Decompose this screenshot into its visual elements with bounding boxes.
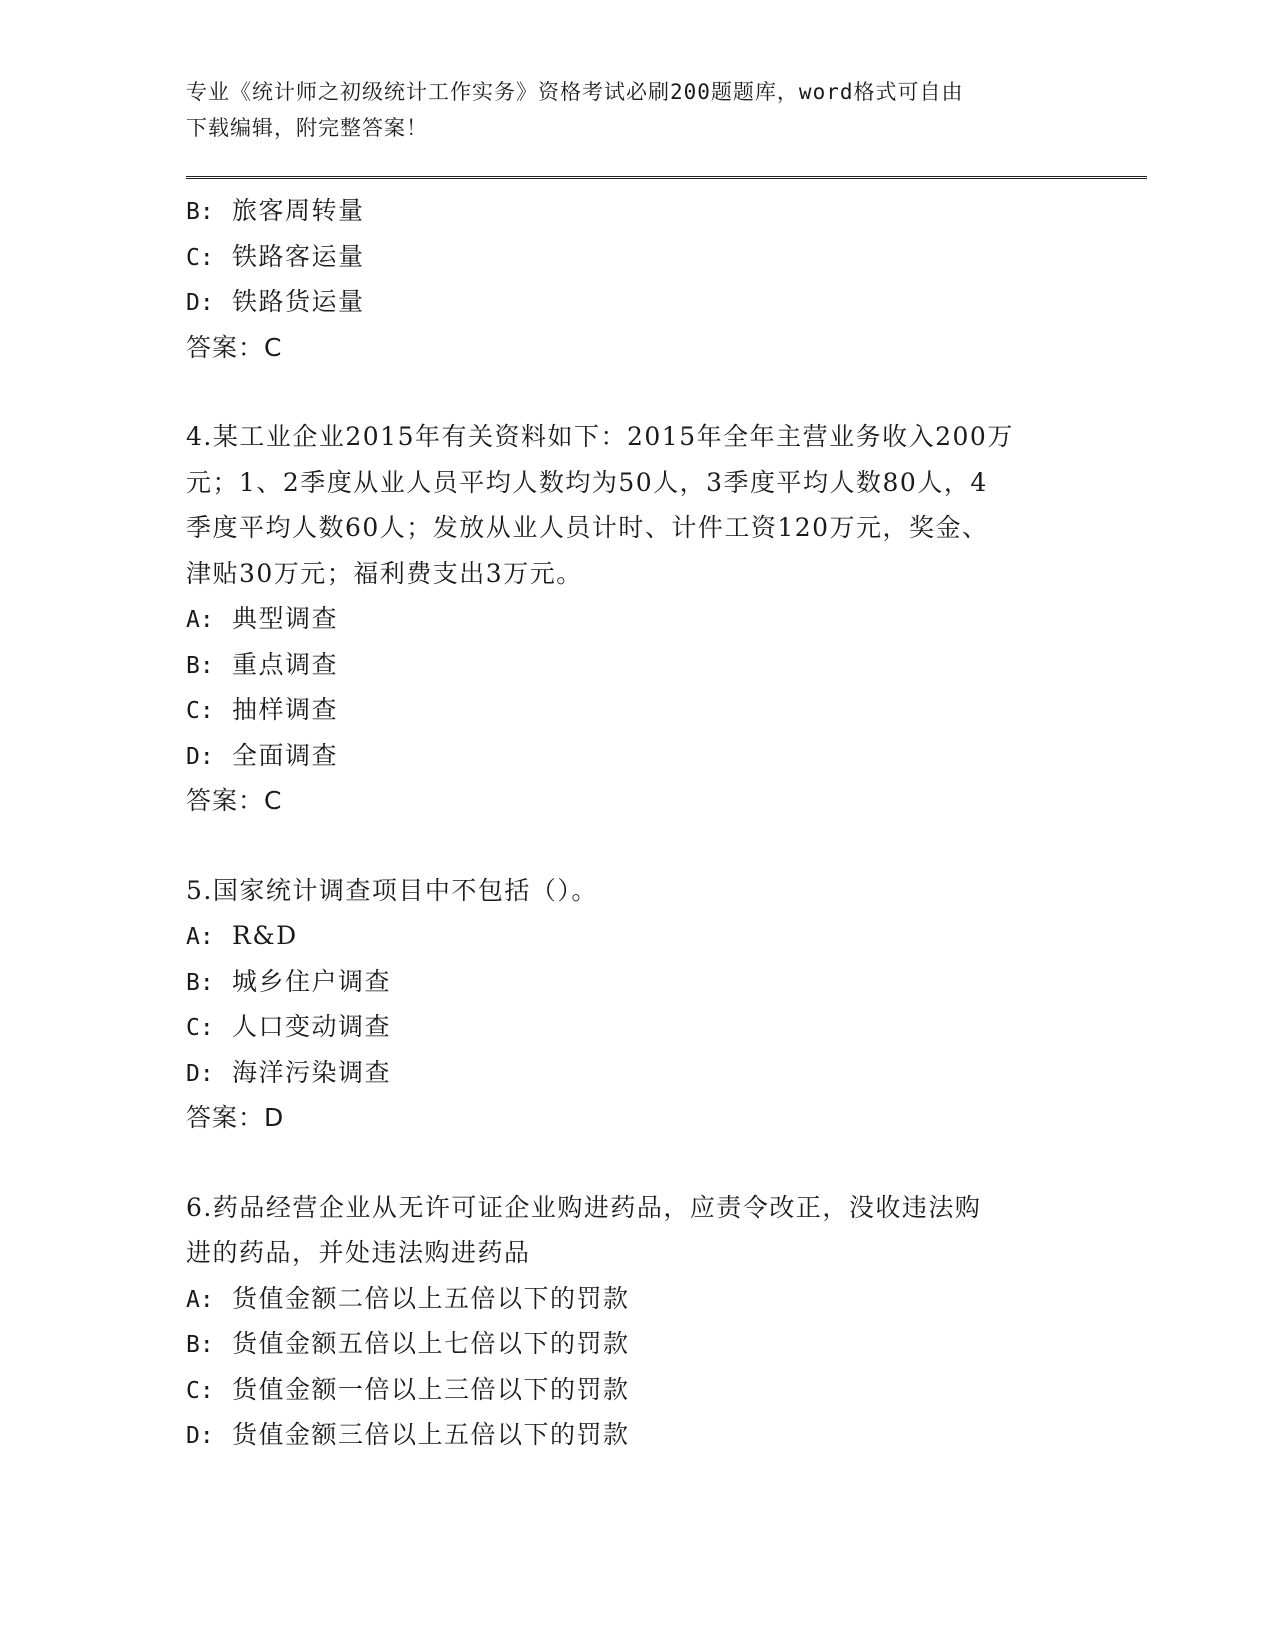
answer-line: 答案：C <box>186 332 283 362</box>
question-text-line: 5.国家统计调查项目中不包括（）。 <box>186 875 598 905</box>
option-label: B: <box>186 652 214 679</box>
document-header <box>186 74 1086 146</box>
option-label: A: <box>186 1286 214 1313</box>
question-4 <box>186 414 1086 824</box>
option-label: B: <box>186 969 214 996</box>
header-divider <box>186 176 1147 179</box>
option-label: C: <box>186 1377 214 1404</box>
option-label: B: <box>186 1332 214 1358</box>
option-c <box>186 687 1086 733</box>
option-c <box>186 234 1086 280</box>
option-text: 货值金额一倍以上三倍以下的罚款 <box>232 1374 630 1404</box>
header-line-2: 下载编辑，附完整答案！ <box>186 116 428 140</box>
option-label: A: <box>186 607 214 633</box>
option-text: 货值金额五倍以上七倍以下的罚款 <box>232 1329 630 1358</box>
option-d <box>186 279 1086 325</box>
option-label: C: <box>186 1015 214 1041</box>
question-text-line: 元；1、2季度从业人员平均人数均为50人，3季度平均人数80人，4 <box>186 467 988 497</box>
option-a <box>186 913 1086 959</box>
option-label: D: <box>186 743 214 770</box>
option-a <box>186 1276 1086 1322</box>
option-text: 铁路客运量 <box>232 241 365 271</box>
option-label: C: <box>186 698 214 724</box>
option-text: R&D <box>232 921 298 950</box>
option-c <box>186 1367 1086 1413</box>
option-b <box>186 1321 1086 1367</box>
option-a <box>186 596 1086 642</box>
option-text: 全面调查 <box>232 740 339 770</box>
option-d <box>186 733 1086 779</box>
option-text: 旅客周转量 <box>232 196 365 225</box>
option-label: D: <box>186 290 214 316</box>
spacer <box>186 370 1086 414</box>
option-b <box>186 642 1086 688</box>
question-text-line: 4.某工业企业2015年有关资料如下：2015年全年主营业务收入200万 <box>186 422 1014 451</box>
question-5 <box>186 868 1086 1141</box>
option-text: 铁路货运量 <box>232 287 365 316</box>
header-line-1: 专业《统计师之初级统计工作实务》资格考试必刷200题题库，word格式可自由 <box>186 80 964 104</box>
option-text: 典型调查 <box>232 604 339 633</box>
option-d <box>186 1412 1086 1458</box>
option-d <box>186 1050 1086 1096</box>
option-label: A: <box>186 924 214 950</box>
document-body <box>186 188 1086 1458</box>
option-b <box>186 959 1086 1005</box>
option-text: 货值金额二倍以上五倍以下的罚款 <box>232 1283 630 1313</box>
option-c <box>186 1004 1086 1050</box>
answer-line: 答案：D <box>186 1103 285 1132</box>
option-label: D: <box>186 1060 214 1087</box>
option-text: 海洋污染调查 <box>232 1057 392 1087</box>
option-text: 重点调查 <box>232 649 339 679</box>
option-label: B: <box>186 199 214 225</box>
option-text: 货值金额三倍以上五倍以下的罚款 <box>232 1420 630 1449</box>
spacer <box>186 1141 1086 1185</box>
answer-line: 答案：C <box>186 786 283 815</box>
option-text: 人口变动调查 <box>232 1012 392 1041</box>
question-text-line: 季度平均人数60人；发放从业人员计时、计件工资120万元，奖金、 <box>186 513 989 542</box>
option-label: D: <box>186 1423 214 1449</box>
option-text: 抽样调查 <box>232 695 339 724</box>
option-b <box>186 188 1086 234</box>
question-text-line: 津贴30万元；福利费支出3万元。 <box>186 558 583 588</box>
option-label: C: <box>186 244 214 271</box>
question-text-line: 6.药品经营企业从无许可证企业购进药品，应责令改正，没收违法购 <box>186 1192 982 1222</box>
question-3 <box>186 188 1086 370</box>
question-text-line: 进的药品，并处违法购进药品 <box>186 1238 531 1267</box>
spacer <box>186 824 1086 868</box>
option-text: 城乡住户调查 <box>232 966 392 996</box>
question-6 <box>186 1185 1086 1458</box>
